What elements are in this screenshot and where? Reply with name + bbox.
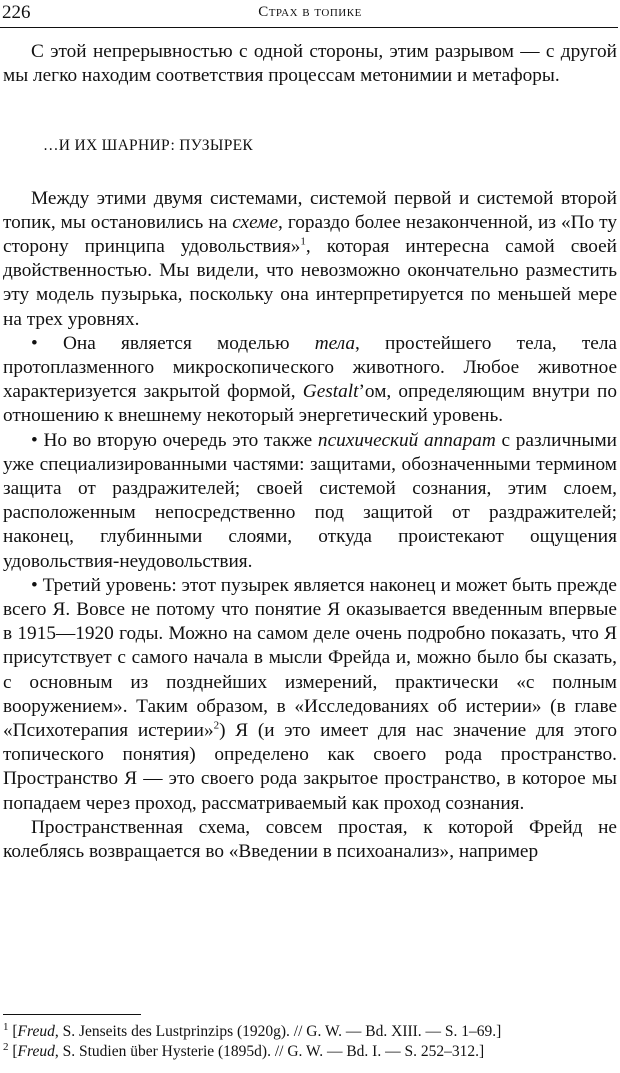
header-rule xyxy=(0,27,618,28)
paragraph-2: Между этими двумя системами, системой первой и системой второй топик, мы остановились на схеме, гораздо более незаконченной, из «По ту сторону принципа удовольствия»$^1$, которая интересна самой своей двойственностью. Мы видели, что невозможно окончательно разместить эту модель пузырька, поскольку она интерпретируется по меньшей мере на трех уровнях. xyxy=(3,187,617,330)
emphasis-body: тела xyxy=(314,332,355,354)
footnote-2: $^2$ [Freud, S. Studien über Hysterie (1895d). // G. W. — Bd. I. — S. 252–312.] xyxy=(3,1040,485,1060)
running-title: Страх в топике xyxy=(258,4,362,20)
paragraph-1: С этой непрерывностью с одной стороны, этим разрывом — с другой мы легко находим соответствия процессам метонимии и метафоры. xyxy=(3,41,617,87)
footnote-rule xyxy=(3,1014,141,1015)
footnote-ref-1[interactable]: 1 xyxy=(300,235,306,248)
page-header xyxy=(0,0,620,28)
section-heading: …И ИХ ШАРНИР: ПУЗЫРЕК xyxy=(43,137,254,155)
footnotes xyxy=(3,1022,615,1062)
paragraph-4: • Но во вторую очередь это также психический аппарат с различными уже специализированными частями: защитами, обозначенными термином защита от раздражителей; своей системой сознания, этим слоем, расположенным непосредственно под защитой от раздражителей; наконец, глубинными слоями, откуда проистекают ощущения удовольствия-неудовольствия. xyxy=(3,429,617,572)
footnote-ref-2[interactable]: 2 xyxy=(213,719,220,732)
emphasis-psychic-apparatus: психический аппарат xyxy=(317,429,496,451)
main-text xyxy=(3,40,617,864)
page-number: 226 xyxy=(2,2,31,23)
paragraph-6: Пространственная схема, совсем простая, к которой Фрейд не колеблясь возвращается во «Введении в психоанализ», например xyxy=(3,816,617,863)
emphasis-gestalt: Gestalt xyxy=(302,381,359,403)
footnote-1: $^1$ [Freud, S. Jenseits des Lustprinzips (1920g). // G. W. — Bd. XIII. — S. 1–69.] xyxy=(3,1020,502,1040)
emphasis-schema: схеме xyxy=(232,211,279,233)
paragraph-5: • Третий уровень: этот пузырек является наконец и может быть прежде всего Я. Вовсе не потому что понятие Я оказывается введенным впервые в 1915—1920 годы. Можно на самом деле очень подробно показать, что Я присутствует с самого начала в мысли Фрейда и, можно было бы сказать, с основным из позднейших измерений, практически «с полным вооружением». Таким образом, в «Исследованиях об истерии» (в главе «Психотерапия истерии»$^2$) Я (и это имеет для нас значение для этого топического понятия) определено как своего рода пространство. Пространство Я — это своего рода закрытое пространство, в которое мы попадаем через проход, рассматриваемый как проход сознания. xyxy=(3,574,617,814)
paragraph-3: • Она является моделью тела, простейшего тела, тела протоплазменного микроскопического животного. Любое животное характеризуется закрытой формой, Gestalt’ом, определяющим внутри по отношению к внешнему некоторый энергетический уровень. xyxy=(3,332,618,427)
